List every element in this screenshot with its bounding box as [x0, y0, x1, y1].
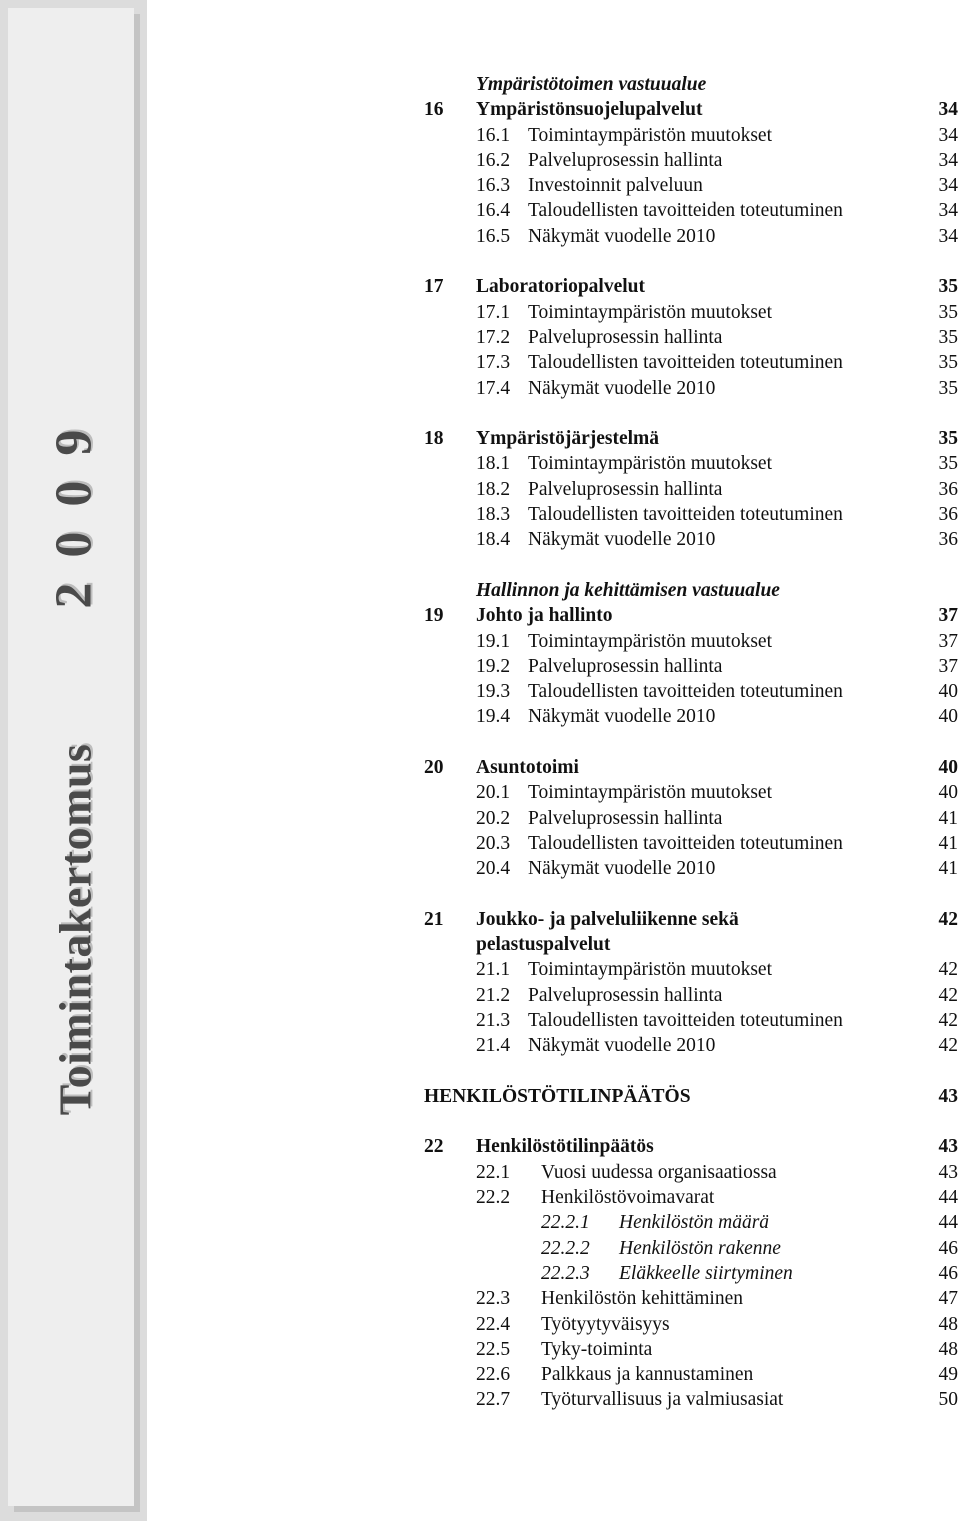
toc-part-heading-hr[interactable]: [424, 1084, 958, 1109]
section-title: Laboratoriopalvelut: [476, 276, 645, 298]
section-number: 18: [424, 428, 444, 450]
toc-entry[interactable]: 17.1 Toimintaympäristön muutokset 35: [476, 301, 958, 323]
report-year: 2009: [45, 404, 103, 609]
section-number: 21: [424, 908, 444, 930]
toc-entry[interactable]: 17.3 Taloudellisten tavoitteiden toteutuminen 35: [476, 352, 958, 374]
page-number: 40: [938, 757, 958, 779]
page-number: 35: [938, 276, 958, 298]
toc-entry[interactable]: 16.2 Palveluprosessin hallinta 34: [476, 149, 958, 171]
page-number: 35: [938, 428, 958, 450]
page-number: 43: [938, 1085, 958, 1107]
table-of-contents: [424, 72, 958, 1413]
toc-section-18[interactable]: [424, 426, 958, 451]
toc-entry[interactable]: 21.2 Palveluprosessin hallinta 42: [476, 984, 958, 1006]
section-number: 16: [424, 99, 444, 121]
section-title: Ympäristöjärjestelmä: [476, 428, 660, 450]
toc-section-19[interactable]: [424, 603, 958, 628]
side-banner-text: [45, 405, 104, 1116]
toc-entry[interactable]: 18.4 Näkymät vuodelle 2010 36: [476, 529, 958, 551]
section-number: 19: [424, 605, 444, 627]
page-number: 37: [938, 605, 958, 627]
toc-entry[interactable]: 18.1 Toimintaympäristön muutokset 35: [476, 453, 958, 475]
toc-entry[interactable]: 22.7 Työturvallisuus ja valmiusasiat 50: [476, 1389, 958, 1411]
section-title: Ympäristönsuojelupalvelut: [476, 99, 703, 121]
toc-entry[interactable]: 22.2 Henkilöstövoimavarat 44: [476, 1187, 958, 1209]
toc-entry[interactable]: 20.3 Taloudellisten tavoitteiden toteutuminen 41: [476, 832, 958, 854]
section-number: 17: [424, 276, 444, 298]
toc-entry[interactable]: 20.4 Näkymät vuodelle 2010 41: [476, 858, 958, 880]
page-number: 34: [938, 99, 958, 121]
toc-section-17[interactable]: [424, 274, 958, 299]
toc-section-16[interactable]: [424, 97, 958, 122]
toc-entry[interactable]: 19.1 Toimintaympäristön muutokset 37: [476, 630, 958, 652]
toc-entry[interactable]: 17.2 Palveluprosessin hallinta 35: [476, 326, 958, 348]
toc-entry[interactable]: 18.2 Palveluprosessin hallinta 36: [476, 478, 958, 500]
toc-entry[interactable]: 22.1 Vuosi uudessa organisaatiossa 43: [476, 1161, 958, 1183]
area-heading-environment: Ympäristötoimen vastuualue: [476, 74, 707, 95]
page-number: 43: [938, 1136, 958, 1158]
toc-entry[interactable]: 22.5 Tyky-toiminta 48: [476, 1338, 958, 1360]
part-title: HENKILÖSTÖTILINPÄÄTÖS: [424, 1085, 691, 1107]
page-number: 42: [938, 908, 958, 930]
toc-entry[interactable]: 17.4 Näkymät vuodelle 2010 35: [476, 377, 958, 399]
section-number: 20: [424, 757, 444, 779]
toc-entry[interactable]: 22.4 Työtyytyväisyys 48: [476, 1313, 958, 1335]
toc-entry[interactable]: 19.3 Taloudellisten tavoitteiden toteutuminen 40: [476, 681, 958, 703]
section-title: Johto ja hallinto: [476, 605, 613, 627]
toc-section-20[interactable]: [424, 755, 958, 780]
toc-entry[interactable]: 19.4 Näkymät vuodelle 2010 40: [476, 706, 958, 728]
toc-entry[interactable]: 16.1 Toimintaympäristön muutokset 34: [476, 124, 958, 146]
section-number: 22: [424, 1136, 444, 1158]
section-title: Henkilöstötilinpäätös: [476, 1136, 654, 1158]
toc-entry[interactable]: 22.3 Henkilöstön kehittäminen 47: [476, 1288, 958, 1310]
toc-entry[interactable]: 22.2.1 Henkilöstön määrä 44: [541, 1212, 958, 1234]
report-title: Toimintakertomus: [49, 743, 101, 1116]
toc-entry[interactable]: 19.2 Palveluprosessin hallinta 37: [476, 655, 958, 677]
section-title: Joukko- ja palveluliikenne sekä pelastuspalvelut: [476, 908, 739, 956]
toc-entry[interactable]: 16.5 Näkymät vuodelle 2010 34: [476, 225, 958, 247]
toc-entry[interactable]: 22.6 Palkkaus ja kannustaminen 49: [476, 1364, 958, 1386]
toc-entry[interactable]: 16.4 Taloudellisten tavoitteiden toteutuminen 34: [476, 200, 958, 222]
toc-entry[interactable]: 22.2.2 Henkilöstön rakenne 46: [541, 1237, 958, 1259]
side-banner: [0, 0, 147, 1521]
toc-entry[interactable]: 20.1 Toimintaympäristön muutokset 40: [476, 782, 958, 804]
toc-entry[interactable]: 20.2 Palveluprosessin hallinta 41: [476, 807, 958, 829]
toc-entry[interactable]: 18.3 Taloudellisten tavoitteiden toteutuminen 36: [476, 504, 958, 526]
section-title: Asuntotoimi: [476, 757, 579, 779]
toc-entry[interactable]: 21.1 Toimintaympäristön muutokset 42: [476, 959, 958, 981]
toc-entry[interactable]: 21.3 Taloudellisten tavoitteiden toteutuminen 42: [476, 1009, 958, 1031]
toc-entry[interactable]: 22.2.3 Eläkkeelle siirtyminen 46: [541, 1262, 958, 1284]
area-heading-administration: Hallinnon ja kehittämisen vastuualue: [476, 579, 780, 601]
toc-entry[interactable]: 21.4 Näkymät vuodelle 2010 42: [476, 1035, 958, 1057]
toc-entry[interactable]: 16.3 Investoinnit palveluun 34: [476, 175, 958, 197]
toc-section-22[interactable]: [424, 1134, 958, 1159]
toc-section-21[interactable]: [424, 907, 958, 958]
